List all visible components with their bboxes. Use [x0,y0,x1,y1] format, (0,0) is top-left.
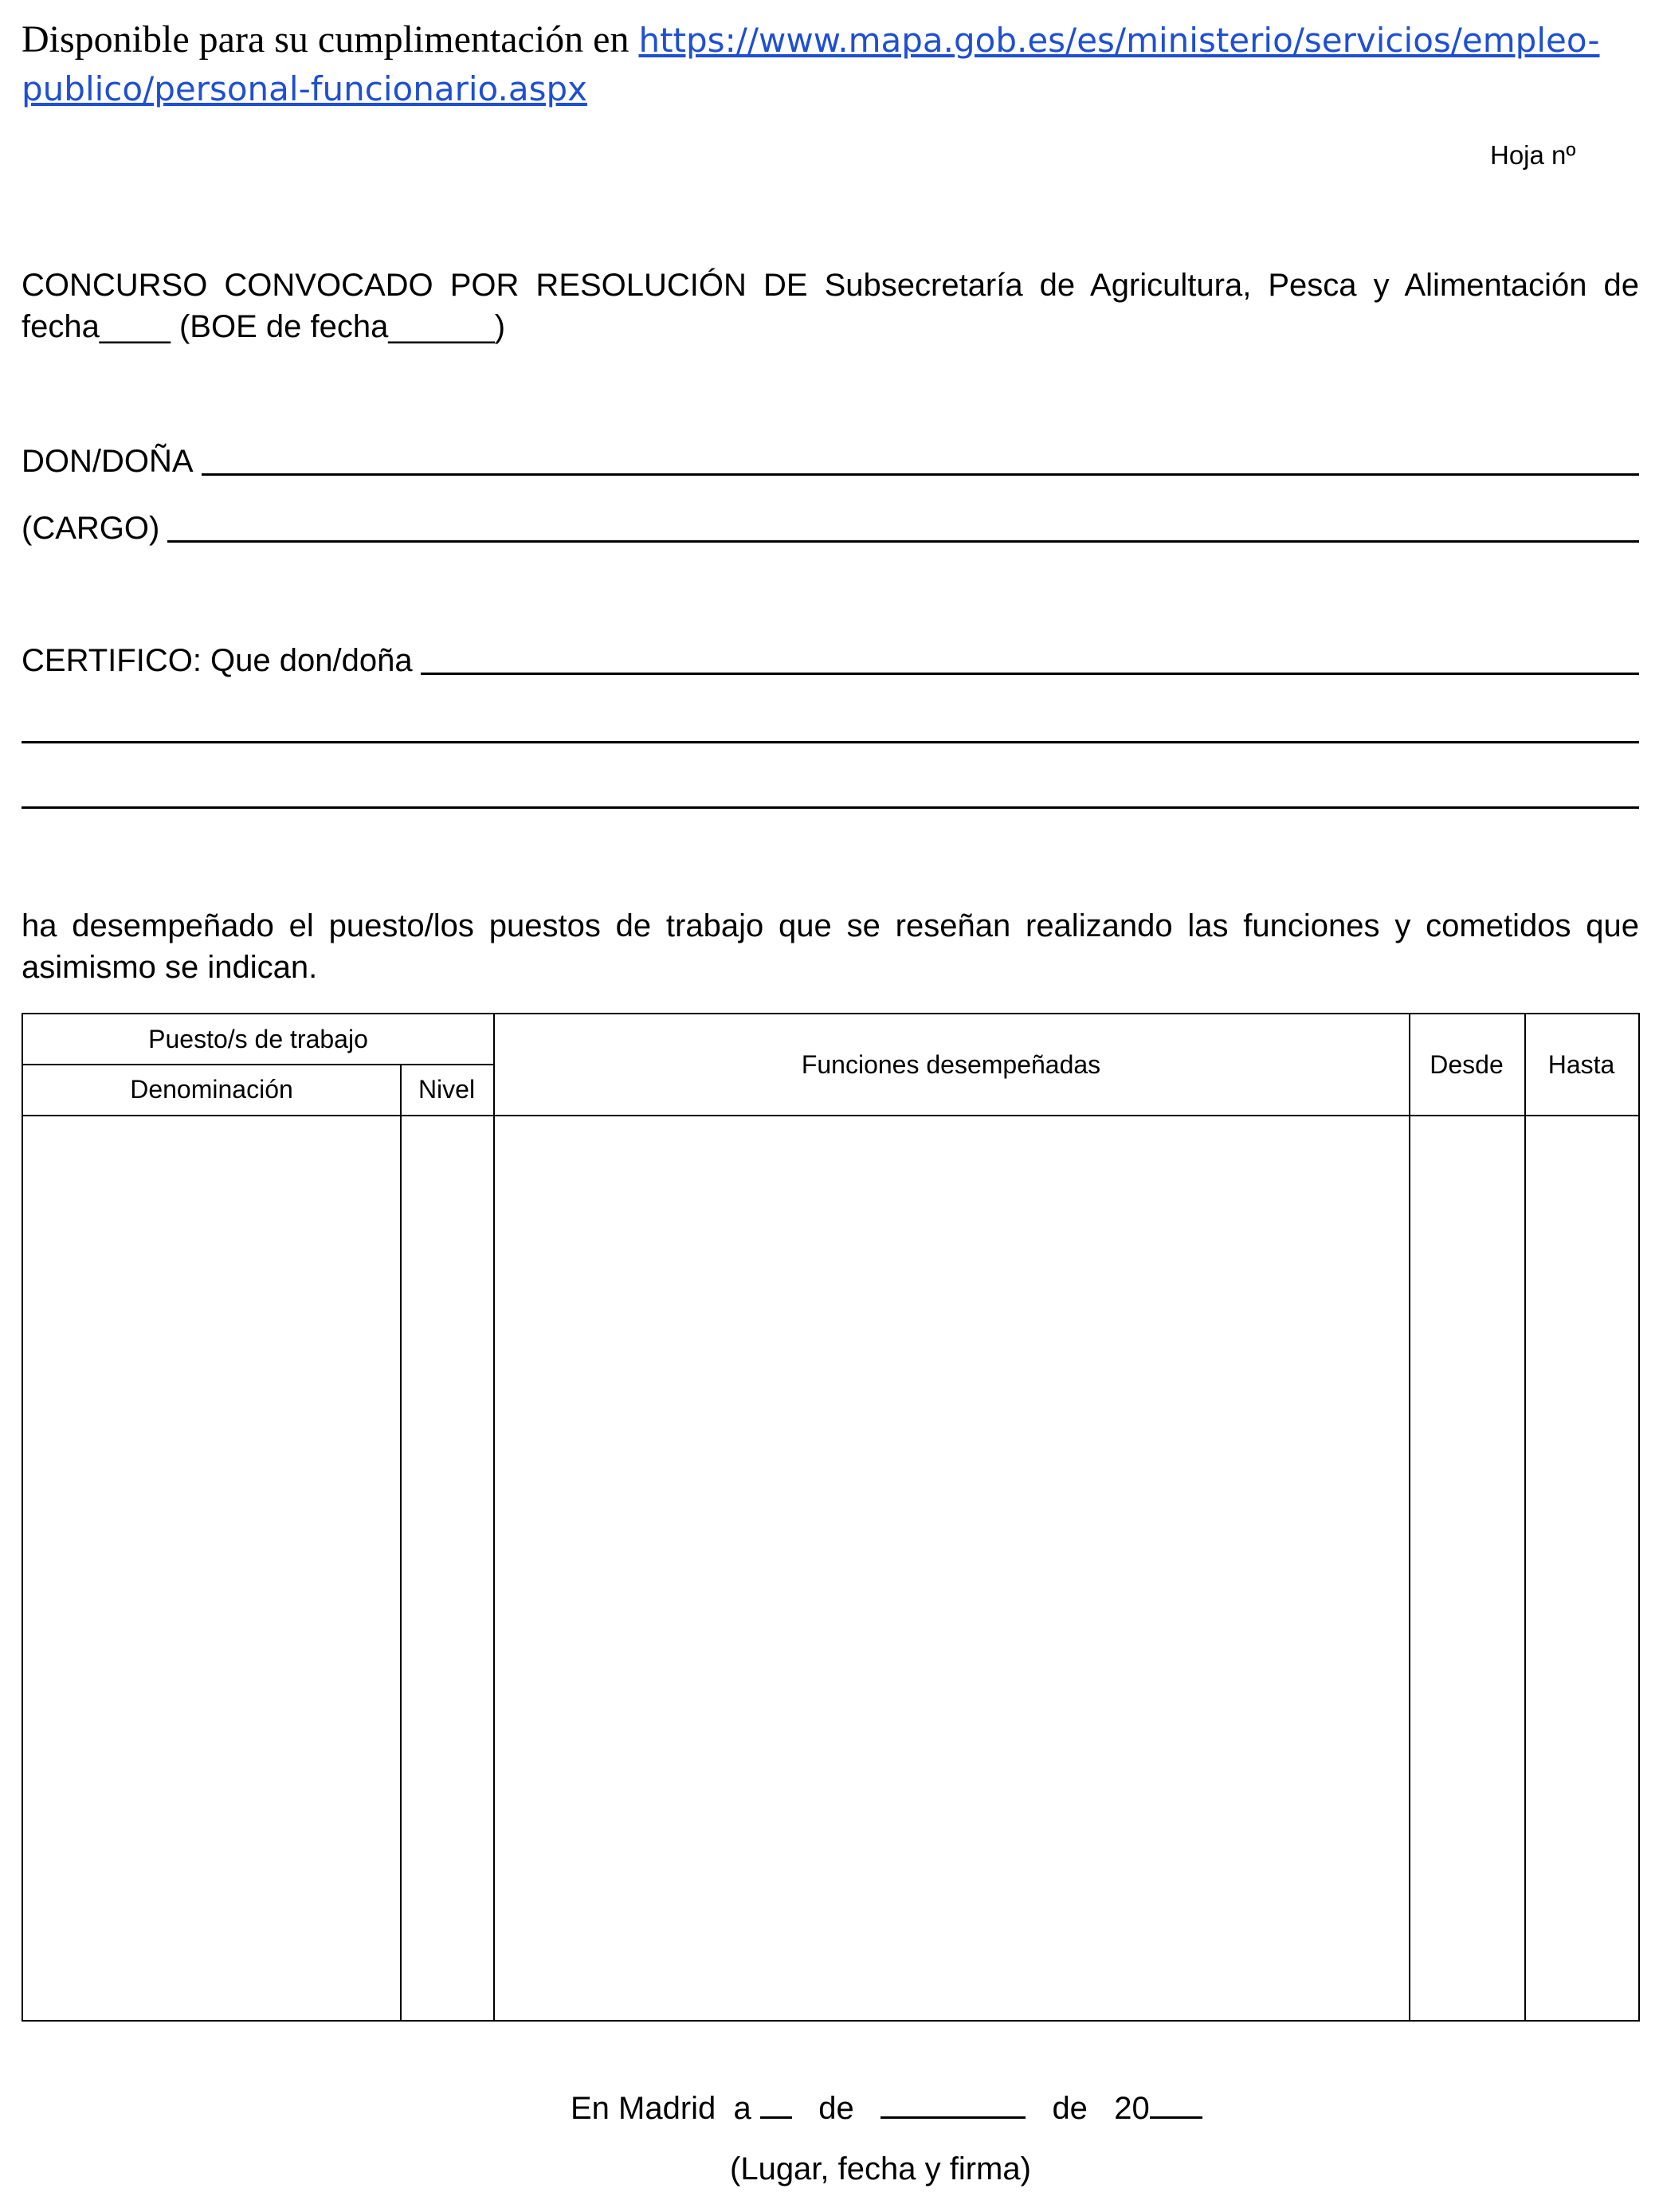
place-date-line [571,2086,1202,2127]
cargo-label: (CARGO) [22,511,160,546]
certifico-field[interactable] [22,639,1639,681]
form-link[interactable]: https://www.mapa.gob.es/es/ministerio/servicios/empleo-publico/personal-funcionario.aspx [22,21,1600,108]
de-text-1: de [818,2091,854,2126]
concurso-heading: CONCURSO CONVOCADO POR RESOLUCIÓN DE Subsecretaría de Agricultura, Pesca y Alimentación de fecha____ (BOE de fecha______) [22,268,1639,344]
year-blank[interactable] [1150,2086,1202,2119]
de-text-2: de [1052,2091,1088,2126]
month-blank[interactable] [880,2086,1026,2119]
year-prefix: 20 [1114,2091,1150,2126]
cargo-field[interactable] [22,507,1639,549]
sheet-number-label: Hoja nº [1490,140,1576,170]
don-dona-field[interactable] [22,440,1639,482]
intro-text: Disponible para su cumplimentación en [22,18,639,61]
cell-desde[interactable] [1410,1116,1524,2020]
don-dona-blank[interactable] [202,440,1639,476]
day-blank[interactable] [760,2086,792,2119]
blank-line-2[interactable] [22,806,1639,809]
header-denominacion: Denominación [130,1074,293,1104]
header-desde: Desde [1430,1049,1504,1079]
cell-nivel[interactable] [402,1116,493,2020]
signature-caption: (Lugar, fecha y firma) [730,2151,1031,2187]
don-dona-label: DON/DOÑA [22,444,194,479]
cell-funciones[interactable] [495,1116,1409,2020]
cell-denominacion[interactable] [23,1116,400,2020]
cargo-blank[interactable] [167,507,1639,543]
desempeno-paragraph: ha desempeñado el puesto/los puestos de trabajo que se reseñan realizando las funciones y cometidos que asimismo se indican. [22,908,1639,985]
header-funciones: Funciones desempeñadas [801,1049,1101,1079]
header-puestos: Puesto/s de trabajo [148,1024,368,1053]
en-madrid-text: En Madrid a [571,2091,751,2126]
certifico-label: CERTIFICO: Que don/doña [22,643,413,678]
certifico-blank[interactable] [421,639,1639,675]
intro-line [22,16,1639,113]
cell-hasta[interactable] [1526,1116,1638,2020]
positions-table [22,1013,1640,2022]
blank-line-1[interactable] [22,741,1639,743]
header-nivel: Nivel [418,1074,476,1104]
header-hasta: Hasta [1547,1049,1615,1079]
